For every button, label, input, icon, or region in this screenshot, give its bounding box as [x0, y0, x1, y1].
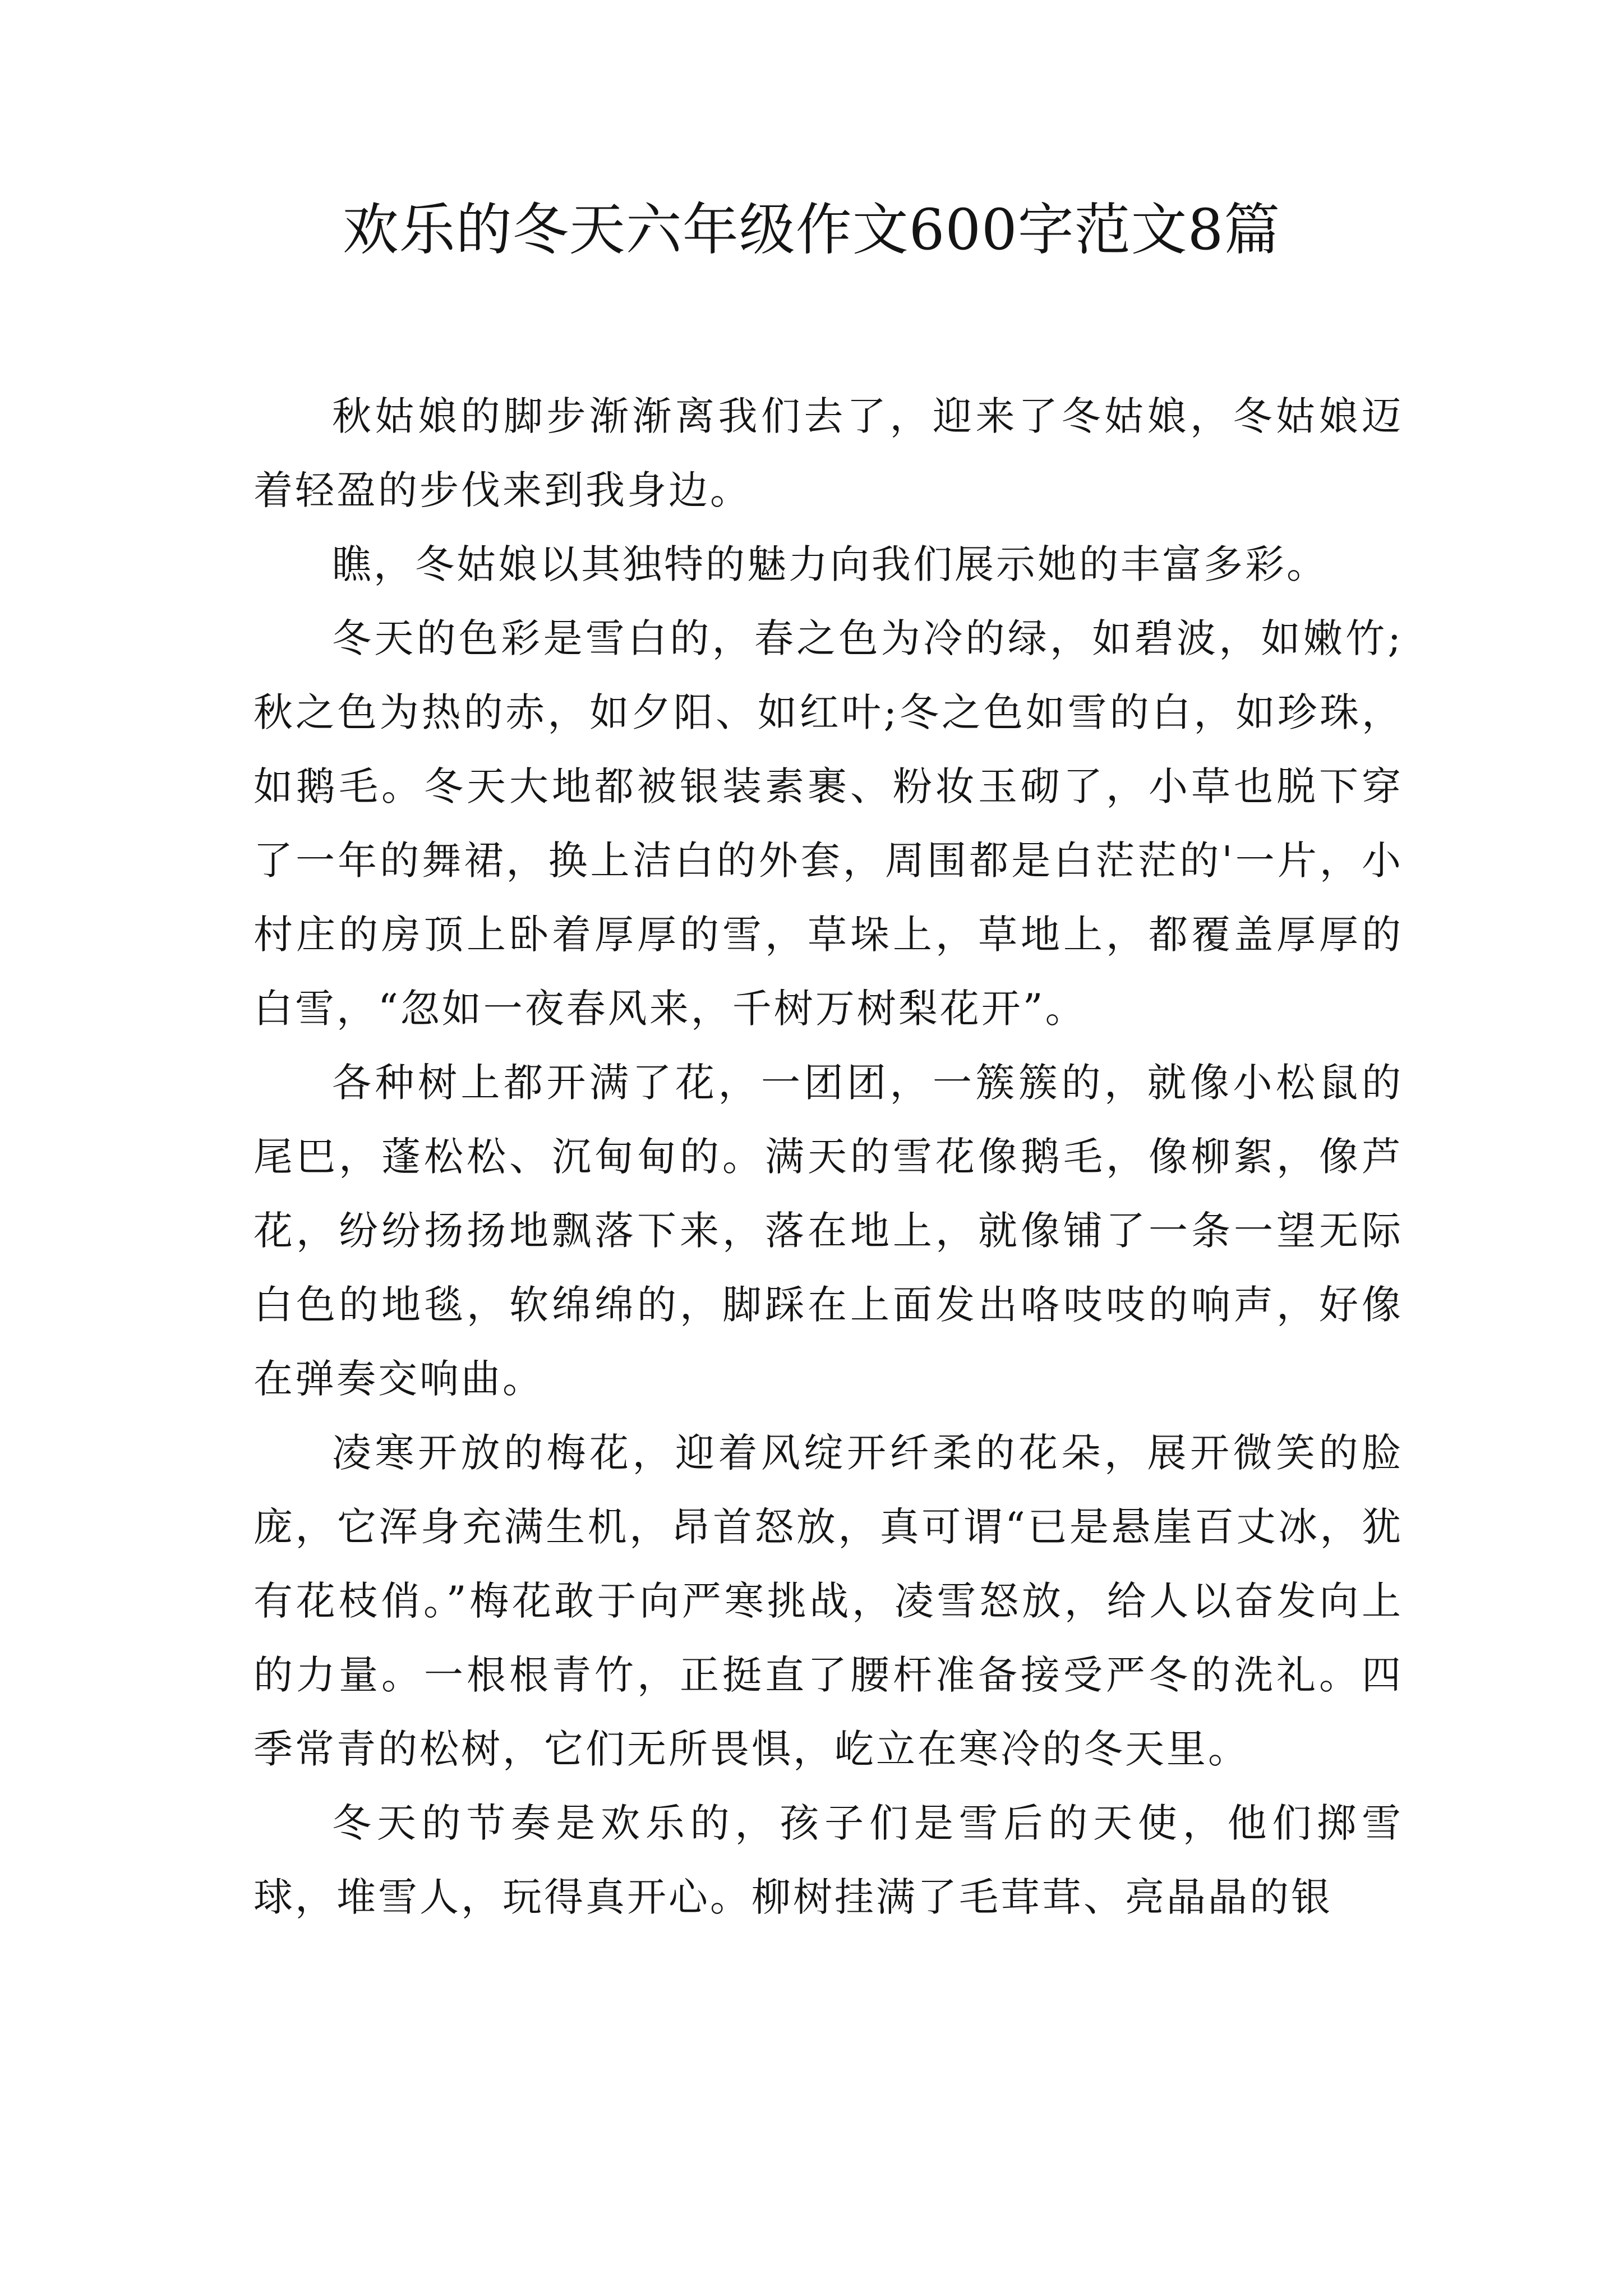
document-body — [253, 379, 1403, 1934]
paragraph: 秋姑娘的脚步渐渐离我们去了，迎来了冬姑娘，冬姑娘迈着轻盈的步伐来到我身边。 — [253, 393, 1403, 513]
paragraph: 瞧，冬姑娘以其独特的魅力向我们展示她的丰富多彩。 — [332, 541, 1328, 587]
paragraph: 凌寒开放的梅花，迎着风绽开纤柔的花朵，展开微笑的脸庞，它浑身充满生机，昂首怒放，真可谓“已是悬崖百丈冰，犹有花枝俏。”梅花敢于向严寒挑战，凌雪怒放，给人以奋发向上的力量。一根根青竹，正挺直了腰杆准备接受严冬的洗礼。四季常青的松树，它们无所畏惧，屹立在寒冷的冬天里。 — [253, 1430, 1403, 1772]
paragraph: 冬天的色彩是雪白的，春之色为冷的绿，如碧波，如嫩竹;秋之色为热的赤，如夕阳、如红叶;冬之色如雪的白，如珍珠，如鹅毛。冬天大地都被银装素裹、粉妆玉砌了，小草也脱下穿了一年的舞裙，换上洁白的外套，周围都是白茫茫的'一片，小村庄的房顶上卧着厚厚的雪，草垛上，草地上，都覆盖厚厚的白雪，“忽如一夜春风来，千树万树梨花开”。 — [253, 615, 1403, 1032]
paragraph: 冬天的节奏是欢乐的，孩子们是雪后的天使，他们掷雪球，堆雪人，玩得真开心。柳树挂满了毛茸茸、亮晶晶的银 — [253, 1800, 1403, 1920]
paragraph: 各种树上都开满了花，一团团，一簇簇的，就像小松鼠的尾巴，蓬松松、沉甸甸的。满天的雪花像鹅毛，像柳絮，像芦花，纷纷扬扬地飘落下来，落在地上，就像铺了一条一望无际白色的地毯，软绵绵的，脚踩在上面发出咯吱吱的响声，好像在弹奏交响曲。 — [253, 1060, 1403, 1402]
document-title: 欢乐的冬天六年级作文600字范文8篇 — [342, 197, 1281, 263]
